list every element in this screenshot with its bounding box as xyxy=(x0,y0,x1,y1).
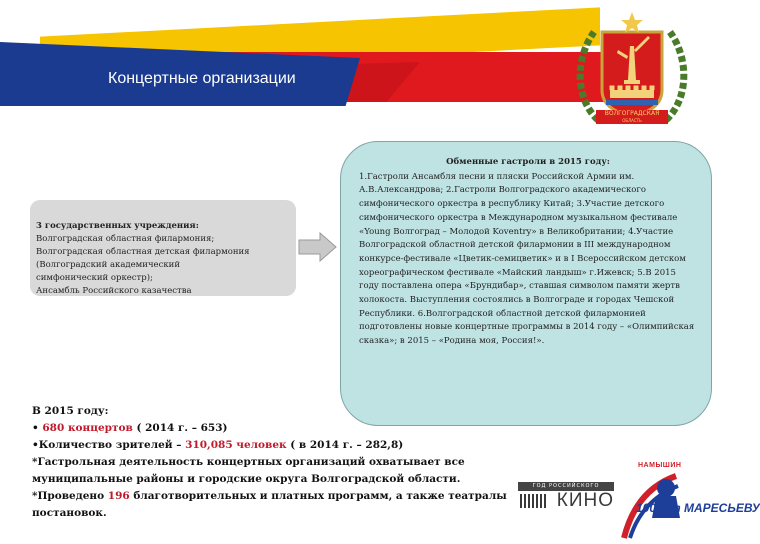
audience-count: 310,085 человек xyxy=(185,439,287,451)
institution-line: Ансамбль Российского казачества xyxy=(36,286,192,296)
institutions-heading: 3 государственных учреждения: xyxy=(36,221,199,231)
summary-block xyxy=(32,403,522,522)
tours-title: Обменные гастроли в 2015 году: xyxy=(446,157,610,167)
programs-count: 196 xyxy=(107,490,130,502)
institution-line: Волгоградская областная филармония; xyxy=(36,234,215,244)
institution-line: Волгоградская областная детская филармония xyxy=(36,247,250,257)
institution-line: (Волгоградский академический xyxy=(36,260,180,270)
summary-concerts: • 680 концертов ( 2014 г. – 653) xyxy=(32,422,228,434)
summary-heading: В 2015 году: xyxy=(32,405,109,417)
tours-box xyxy=(340,141,712,426)
year-of-cinema-logo: ГОД РОССИЙСКОГО КИНО xyxy=(518,482,614,510)
page-title: Концертные организации xyxy=(108,70,296,87)
summary-note-tours: *Гастрольная деятельность концертных организаций охватывает все xyxy=(32,456,465,468)
summary-programs-cont: постановок. xyxy=(32,507,107,519)
summary-programs: *Проведено 196 благотворительных и платных программ, а также театралы xyxy=(32,490,507,502)
summary-audience: •Количество зрителей – 310,085 человек ( в 2014 г. – 282,8) xyxy=(32,439,404,451)
emblem-label: ВОЛГОГРАДСКАЯ ОБЛАСТЬ xyxy=(596,110,668,124)
summary-note-tours-cont: муниципальные районы и городские округа Волгоградской области. xyxy=(32,473,461,485)
arrow-right-icon xyxy=(298,231,338,263)
concerts-count: 680 концертов xyxy=(42,422,133,434)
institutions-box xyxy=(30,200,296,296)
institution-line: симфонический оркестр); xyxy=(36,273,153,283)
maresyev-anniversary-logo: НАМЫШИН 100лет МАРЕСЬЕВУ xyxy=(616,460,712,540)
tours-text: 1.Гастроли Ансамбля песни и пляски Российской Армии им. А.В.Александрова; 2.Гастроли Волгоградского академического симфонического оркестра в республику Китай; 3.Участие детского симфонического оркестра в Международном музыкальном фестивале «Young Волгоград – Молодой Koventry» в Великобритании; 4.Участие Волгоградской областной детской филармонии в III международном конкурсе-фестивале «Цветик-семицветик» и в I Всероссийском детском хореографическом фестивале «Майский ландыш» г.Ижевск; 5.В 2015 году поставлена опера «Брундибар», ставшая символом памяти жертв холокоста. Выступления состоялись в Волгограде и городах Чешской Республики. 6.Волгоградской областной детской филармонией подготовлены новые концертные программы в 2014 году – «Олимпийская сказка»; в 2015 – «Родина моя, Россия!». xyxy=(359,171,695,347)
pilot-icon xyxy=(616,460,712,540)
